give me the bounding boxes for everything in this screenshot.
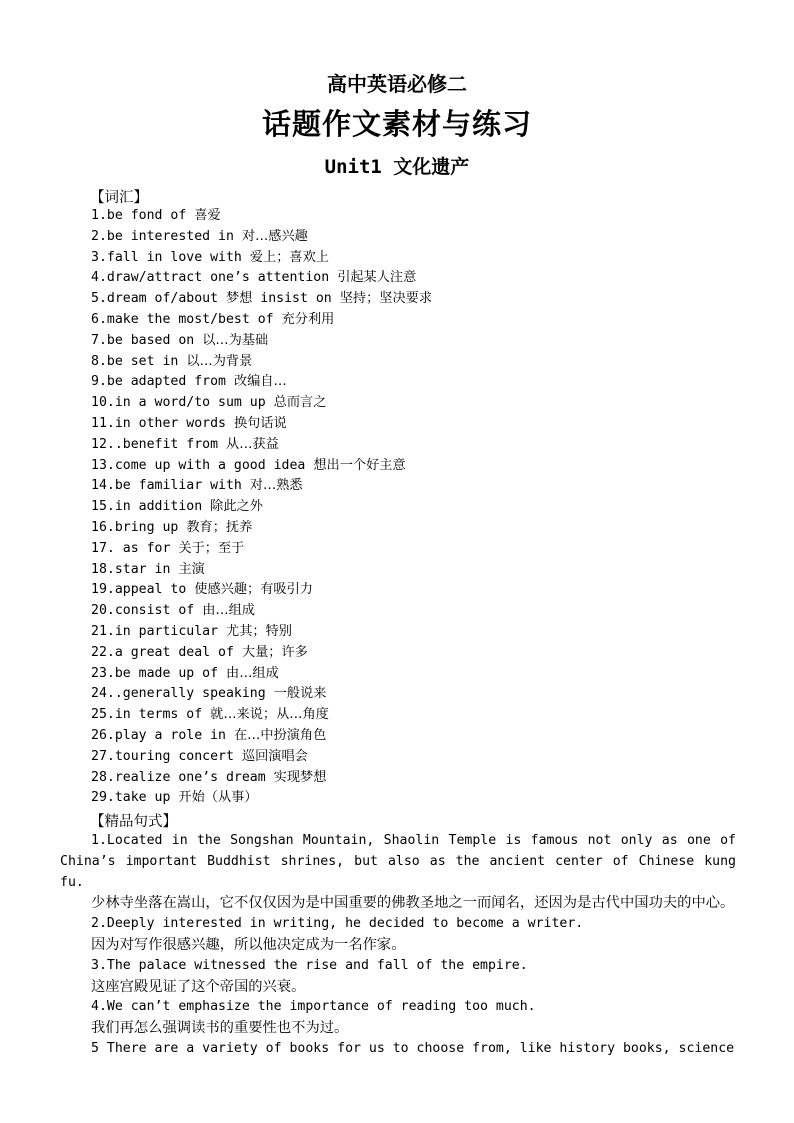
sentence-english: 5 There are a variety of books for us to choose from, like history books, science (91, 1040, 735, 1056)
vocab-item (91, 726, 432, 747)
sentences-heading: 【精品句式】 (90, 814, 177, 830)
vocab-english: 1.be fond of (91, 208, 187, 223)
vocab-chinese: 一般说来 (273, 686, 327, 702)
vocab-item (91, 456, 432, 477)
vocab-chinese: 使感兴趣；有吸引力 (194, 582, 313, 598)
vocab-item (91, 331, 432, 352)
vocab-english: 11.in other words (91, 415, 226, 431)
vocab-english: 2.be interested in (91, 228, 234, 244)
vocab-english: 16.bring up (91, 519, 179, 535)
sentence-chinese: 少林寺坐落在嵩山，它不仅仅因为是中国重要的佛教圣地之一而闻名，还因为是古代中国功夫的中心。 (91, 895, 735, 912)
vocab-english: 23.be made up of (91, 665, 219, 681)
vocab-item (91, 684, 432, 705)
vocab-chinese: 换句话说 (233, 415, 287, 431)
document-title: 话题作文素材与练习 (261, 107, 532, 141)
vocab-chinese: 教育；抚养 (186, 519, 253, 535)
sentence-chinese: 这座宫殿见证了这个帝国的兴衰。 (91, 978, 306, 995)
vocab-chinese: 开始（从事） (178, 790, 258, 806)
vocab-english: 27.touring concert (91, 748, 234, 764)
vocab-item (91, 414, 432, 435)
vocab-chinese: 坚持；坚决要求 (339, 291, 433, 307)
vocab-chinese: 以…为基础 (202, 332, 269, 348)
vocab-english: 20.consist of (91, 603, 195, 619)
sentence-english: 4.We can’t emphasize the importance of reading too much. (91, 999, 536, 1015)
vocab-english: 5.dream of/about 梦想 insist on (91, 291, 332, 307)
vocab-item (91, 268, 432, 289)
vocab-english: 28.realize one’s dream (91, 769, 266, 785)
vocab-chinese: 大量；许多 (241, 644, 308, 660)
vocab-chinese: 由…组成 (202, 603, 255, 619)
vocab-english: 15.in addition (91, 499, 203, 515)
vocab-item (91, 497, 432, 518)
vocab-item (91, 601, 432, 622)
vocab-english: 21.in particular (91, 623, 219, 639)
vocab-english: 3.fall in love with (91, 249, 242, 265)
vocab-chinese: 尤其；特别 (226, 623, 292, 639)
vocab-item (91, 248, 432, 269)
vocab-item (91, 788, 432, 809)
vocab-item (91, 206, 432, 227)
vocab-item (91, 622, 432, 643)
vocab-item (91, 539, 432, 560)
vocab-english: 8.be set in (91, 353, 179, 369)
vocab-item (91, 705, 432, 726)
vocab-item (91, 289, 432, 310)
unit-title: Unit1 文化遗产 (324, 156, 470, 178)
vocab-item (91, 372, 432, 393)
vocab-english: 17. as for (91, 540, 171, 556)
vocab-item (91, 227, 432, 248)
vocabulary-list (91, 206, 432, 809)
vocab-chinese: 就…来说；从…角度 (210, 707, 329, 723)
document-subtitle: 高中英语必修二 (327, 72, 467, 96)
vocabulary-heading: 【词汇】 (90, 190, 148, 206)
vocab-chinese: 爱上；喜欢上 (249, 249, 329, 265)
sentence-english: 2.Deeply interested in writing, he decided to become a writer. (91, 916, 584, 932)
vocab-chinese: 在…中扮演角色 (233, 727, 327, 743)
vocab-chinese: 实现梦想 (273, 769, 327, 785)
vocab-item (91, 310, 432, 331)
sentences-list (60, 831, 736, 1060)
vocab-item (91, 768, 432, 789)
vocab-item (91, 352, 432, 373)
vocab-english: 14.be familiar with (91, 478, 242, 494)
vocab-chinese: 喜爱 (194, 208, 221, 223)
vocab-item (91, 580, 432, 601)
vocab-chinese: 关于；至于 (178, 540, 245, 556)
vocab-chinese: 想出一个好主意 (313, 457, 406, 473)
vocab-english: 19.appeal to (91, 582, 187, 598)
vocab-english: 9.be adapted from (91, 374, 226, 390)
vocab-english: 22.a great deal of (91, 644, 234, 660)
vocab-chinese: 从…获益 (226, 436, 279, 452)
sentence-english: 1.Located in the Songshan Mountain, Shaolin Temple is famous not only as one of China’s important Buddhist shrines, but also as the ancient center of Chinese kung fu. (60, 833, 736, 890)
sentence-english: 3.The palace witnessed the rise and fall of the empire. (91, 957, 528, 973)
vocab-chinese: 巡回演唱会 (241, 748, 308, 764)
vocab-english: 13.come up with a good idea (91, 457, 306, 473)
vocab-chinese: 以…为背景 (186, 353, 253, 369)
vocab-item (91, 747, 432, 768)
vocab-english: 24..generally speaking (91, 686, 266, 702)
sentence-chinese: 因为对写作很感兴趣，所以他决定成为一名作家。 (91, 936, 406, 953)
vocab-english: 6.make the most/best of (91, 311, 274, 327)
vocab-english: 7.be based on (91, 332, 195, 348)
vocab-english: 29.take up (91, 790, 171, 806)
vocab-item (91, 476, 432, 497)
vocab-chinese: 对…感兴趣 (241, 228, 308, 244)
vocab-item (91, 393, 432, 414)
vocab-item (91, 435, 432, 456)
vocab-item (91, 643, 432, 664)
vocab-english: 4.draw/attract one’s attention (91, 270, 330, 286)
vocab-item (91, 664, 432, 685)
vocab-chinese: 总而言之 (273, 395, 327, 411)
vocab-english: 25.in terms of (91, 707, 203, 723)
vocab-chinese: 由…组成 (226, 665, 279, 681)
vocab-chinese: 除此之外 (210, 499, 263, 515)
sentence-chinese: 我们再怎么强调读书的重要性也不为过。 (91, 1020, 349, 1037)
vocab-item (91, 560, 432, 581)
vocab-chinese: 对…熟悉 (249, 478, 303, 494)
vocab-english: 18.star in (91, 561, 171, 577)
vocab-english: 12..benefit from (91, 436, 219, 452)
vocab-english: 26.play a role in (91, 727, 226, 743)
vocab-english: 10.in a word/to sum up (91, 395, 266, 411)
vocab-chinese: 改编自… (233, 374, 287, 390)
vocab-chinese: 充分利用 (281, 311, 335, 327)
vocab-item (91, 518, 432, 539)
vocab-chinese: 引起某人注意 (337, 270, 417, 286)
vocab-chinese: 主演 (178, 561, 205, 577)
